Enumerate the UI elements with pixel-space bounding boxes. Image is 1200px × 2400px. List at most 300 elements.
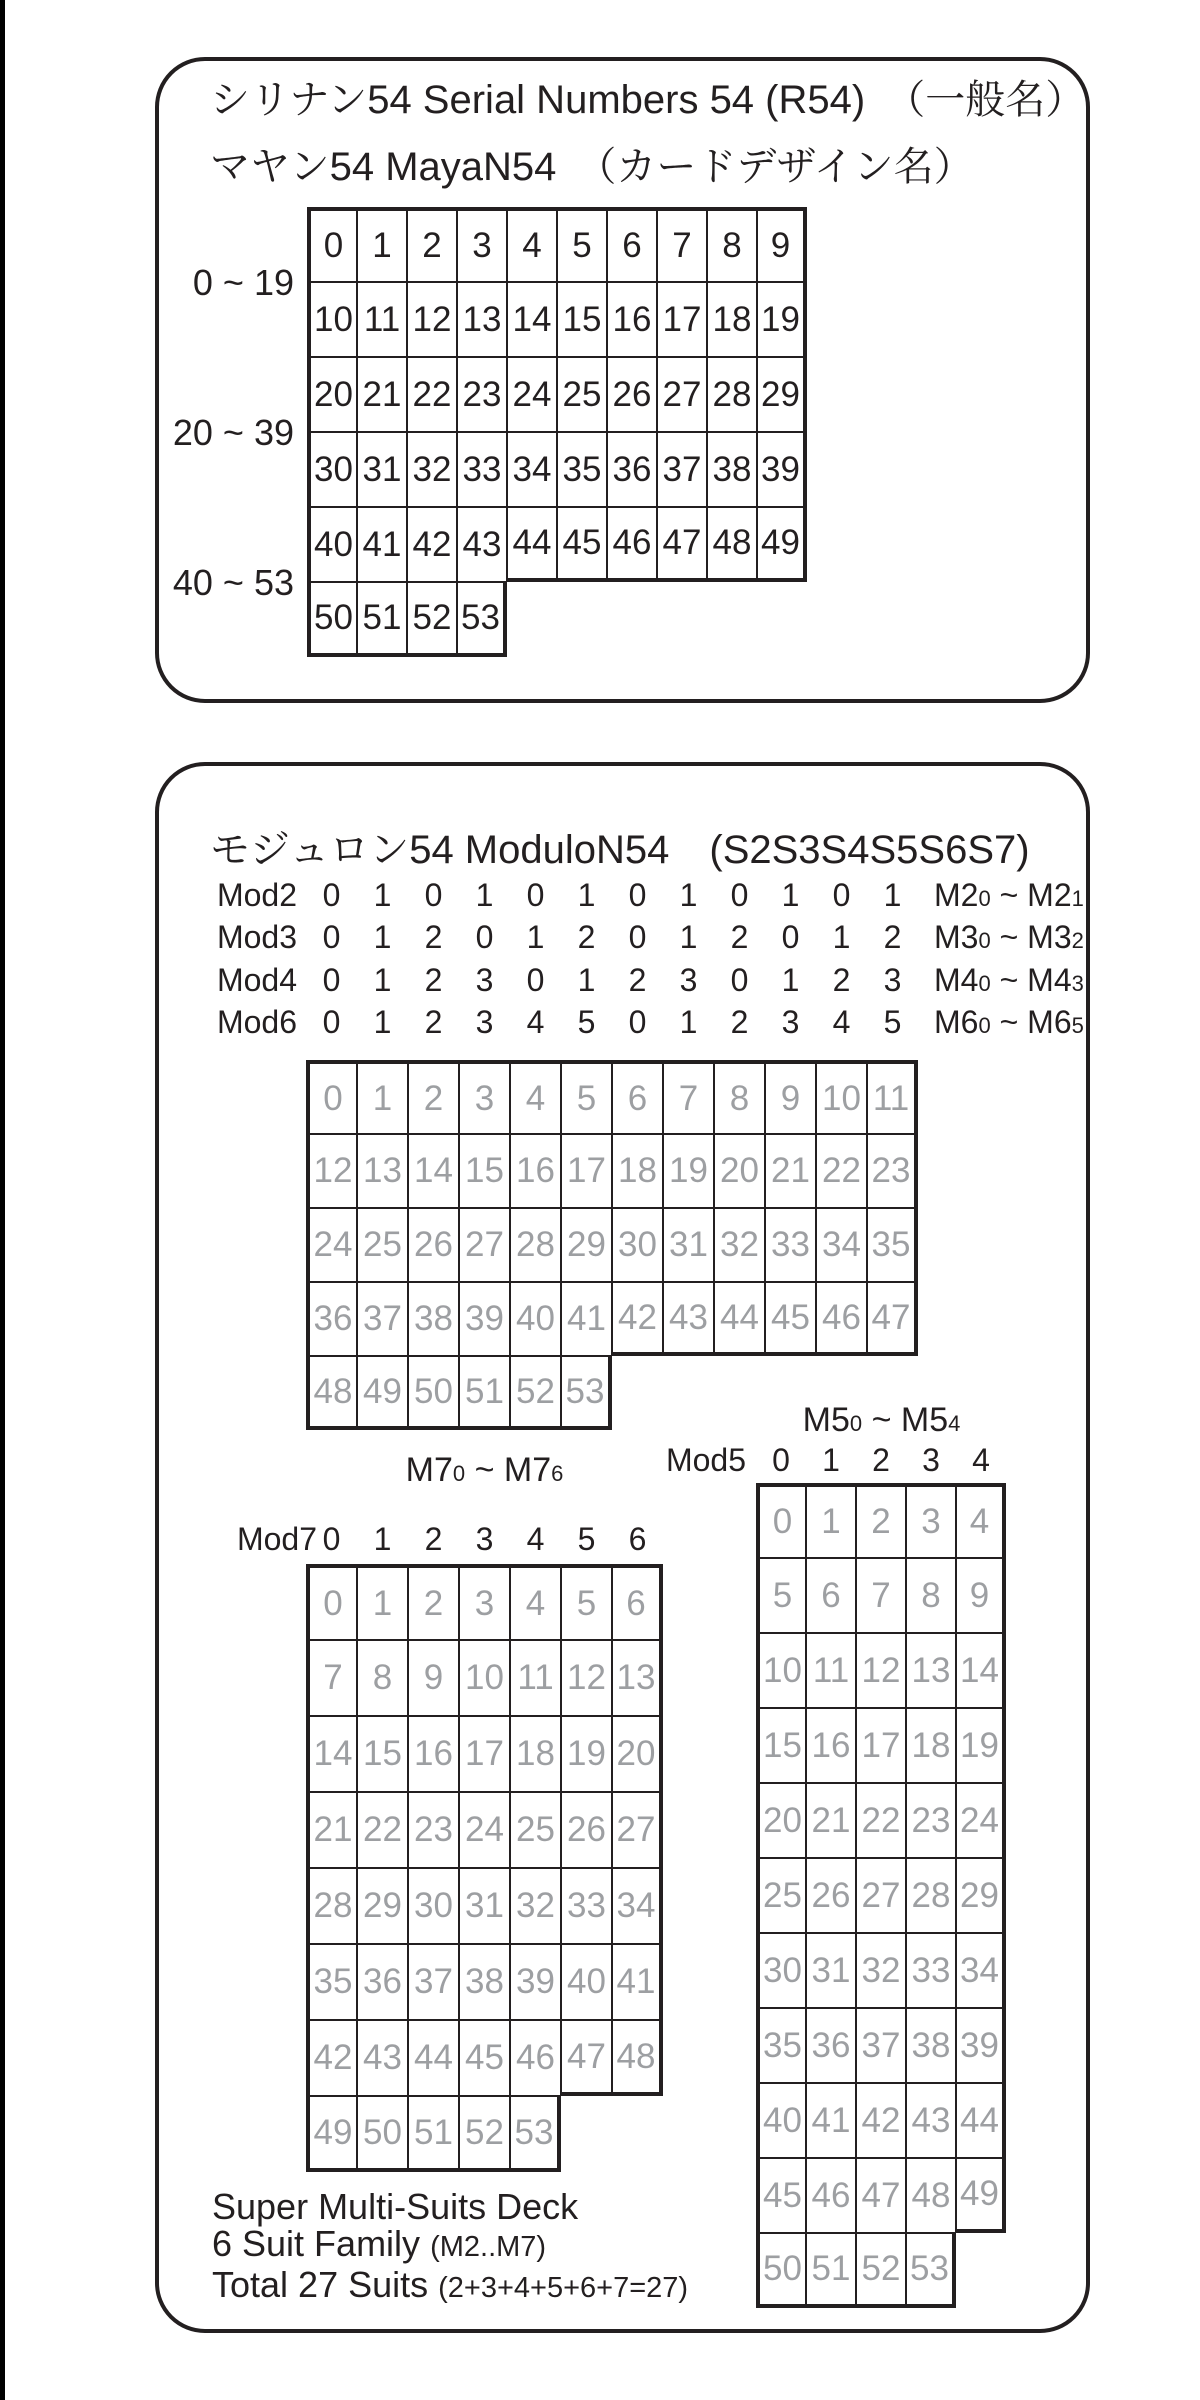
mod-value: 0 xyxy=(628,1004,647,1040)
table-cell: 4 xyxy=(956,1483,1006,1558)
table-cell: 30 xyxy=(756,1933,806,2008)
table-cell: 18 xyxy=(510,1716,561,1792)
table-row xyxy=(306,2020,663,2096)
table-cell: 38 xyxy=(906,2008,956,2083)
table-cell: 26 xyxy=(408,1208,459,1282)
table-cell: 44 xyxy=(714,1282,765,1356)
header-value: 0 xyxy=(772,1442,790,1478)
table-cell: 14 xyxy=(306,1716,357,1792)
table-cell: 48 xyxy=(306,1356,357,1430)
table-cell: 24 xyxy=(306,1208,357,1282)
table-row xyxy=(306,1208,918,1282)
table-cell: 33 xyxy=(906,1933,956,2008)
table-cell: 47 xyxy=(867,1282,918,1356)
footer-line3-main: Total 27 Suits xyxy=(212,2264,439,2305)
mod-value: 3 xyxy=(781,1004,800,1040)
table-cell: 15 xyxy=(357,1716,408,1792)
table-row xyxy=(756,1783,1006,1858)
range-part: ~ xyxy=(990,877,1028,913)
table-row xyxy=(756,2158,1006,2233)
table-cell: 38 xyxy=(408,1282,459,1356)
panel-modulo xyxy=(155,762,1090,2333)
table-cell: 31 xyxy=(357,432,407,507)
table-cell: 20 xyxy=(756,1783,806,1858)
table-cell: 11 xyxy=(357,282,407,357)
table-row xyxy=(306,1792,663,1868)
range-part: M4 xyxy=(934,962,979,998)
table-cell: 36 xyxy=(357,1944,408,2020)
header-value: 4 xyxy=(972,1442,990,1478)
mod-value: 1 xyxy=(373,919,392,955)
range-subscript: 5 xyxy=(1071,1013,1084,1038)
mod-value: 2 xyxy=(730,919,749,955)
table-cell: 37 xyxy=(657,432,707,507)
range-part: M3 xyxy=(1027,919,1072,955)
table-cell: 23 xyxy=(408,1792,459,1868)
table-row xyxy=(306,1134,918,1208)
mod-row xyxy=(159,1001,1086,1043)
table-cell: 28 xyxy=(306,1868,357,1944)
table-cell: 27 xyxy=(459,1208,510,1282)
table-row xyxy=(307,582,807,657)
table-cell: 39 xyxy=(459,1282,510,1356)
table-cell: 19 xyxy=(757,282,807,357)
table-cell: 53 xyxy=(906,2233,956,2308)
table-cell: 14 xyxy=(956,1633,1006,1708)
mod-value: 1 xyxy=(577,962,596,998)
table-cell: 3 xyxy=(459,1564,510,1640)
table-cell: 8 xyxy=(714,1060,765,1134)
table-cell: 29 xyxy=(757,357,807,432)
mod-row xyxy=(159,874,1086,916)
table-cell: 45 xyxy=(756,2158,806,2233)
range-subscript: 0 xyxy=(978,886,991,911)
table-cell: 13 xyxy=(357,1134,408,1208)
table-cell: 28 xyxy=(707,357,757,432)
table-cell: 18 xyxy=(612,1134,663,1208)
table-cell: 11 xyxy=(806,1633,856,1708)
table-cell: 40 xyxy=(307,507,357,582)
table-cell: 22 xyxy=(816,1134,867,1208)
range-part: ~ xyxy=(465,1451,504,1489)
mod-value: 3 xyxy=(679,962,698,998)
mod-value: 4 xyxy=(832,1004,851,1040)
table-row xyxy=(756,2233,1006,2308)
table-cell: 40 xyxy=(756,2083,806,2158)
table-row xyxy=(306,1282,918,1356)
table-cell: 33 xyxy=(561,1868,612,1944)
table-cell: 4 xyxy=(507,207,557,282)
table-cell: 22 xyxy=(357,1792,408,1868)
table-cell: 1 xyxy=(357,1564,408,1640)
range-subscript: 0 xyxy=(452,1461,466,1486)
table-row xyxy=(756,1483,1006,1558)
table-cell: 16 xyxy=(408,1716,459,1792)
table-cell: 51 xyxy=(806,2233,856,2308)
table-cell: 33 xyxy=(457,432,507,507)
table-cell: 41 xyxy=(612,1944,663,2020)
serial-range-label-40-53: 40 ~ 53 xyxy=(172,562,294,603)
mod-value: 2 xyxy=(577,919,596,955)
mod7-range-title xyxy=(306,1450,663,1490)
table-cell: 32 xyxy=(407,432,457,507)
mod-values xyxy=(306,916,918,958)
table-cell: 48 xyxy=(707,507,757,582)
table-cell: 36 xyxy=(607,432,657,507)
table-cell: 12 xyxy=(856,1633,906,1708)
mod-value: 1 xyxy=(373,877,392,913)
mod7-header-values xyxy=(306,1519,663,1559)
range-subscript: 2 xyxy=(1071,928,1084,953)
range-part: ~ xyxy=(990,919,1028,955)
mod5-range-title xyxy=(756,1400,1007,1440)
table-cell: 43 xyxy=(457,507,507,582)
mod-value: 3 xyxy=(883,962,902,998)
table-cell: 2 xyxy=(856,1483,906,1558)
table-cell: 41 xyxy=(561,1282,612,1356)
table-cell: 13 xyxy=(906,1633,956,1708)
table-cell: 1 xyxy=(806,1483,856,1558)
table-cell: 6 xyxy=(612,1060,663,1134)
table-cell: 47 xyxy=(856,2158,906,2233)
table-row xyxy=(307,357,807,432)
serial-range-label-20-39: 20 ~ 39 xyxy=(172,412,294,453)
table-cell: 11 xyxy=(867,1060,918,1134)
serial-title-line2: マヤン54 MayaN54 （カードデザイン名） xyxy=(210,145,974,189)
table-row xyxy=(307,282,807,357)
range-subscript: 0 xyxy=(978,1013,991,1038)
mod-value: 0 xyxy=(628,919,647,955)
mod5-header-values xyxy=(756,1440,1006,1480)
table-cell: 39 xyxy=(956,2008,1006,2083)
table-cell: 29 xyxy=(956,1858,1006,1933)
table-row xyxy=(756,2083,1006,2158)
table-cell: 24 xyxy=(507,357,557,432)
table-cell: 23 xyxy=(867,1134,918,1208)
mod-value: 2 xyxy=(424,962,443,998)
table-cell: 16 xyxy=(510,1134,561,1208)
table-cell: 29 xyxy=(561,1208,612,1282)
range-part: M5 xyxy=(802,1401,850,1439)
table-cell: 27 xyxy=(612,1792,663,1868)
range-part: ~ xyxy=(862,1401,901,1439)
table-cell: 17 xyxy=(657,282,707,357)
table-row xyxy=(307,507,807,582)
table-cell: 15 xyxy=(459,1134,510,1208)
table-cell: 34 xyxy=(816,1208,867,1282)
table-cell: 8 xyxy=(906,1558,956,1633)
table-row xyxy=(306,2096,663,2172)
table-cell: 52 xyxy=(856,2233,906,2308)
table-cell: 34 xyxy=(507,432,557,507)
table-row xyxy=(306,1640,663,1716)
table-cell: 38 xyxy=(707,432,757,507)
table-cell: 3 xyxy=(457,207,507,282)
table-row xyxy=(306,1564,663,1640)
mod-value: 1 xyxy=(781,877,800,913)
table-cell: 19 xyxy=(663,1134,714,1208)
footer-line2-small: (M2..M7) xyxy=(430,2231,547,2263)
table-cell: 20 xyxy=(714,1134,765,1208)
table-cell: 8 xyxy=(707,207,757,282)
table-cell: 33 xyxy=(765,1208,816,1282)
range-subscript: 1 xyxy=(1071,886,1084,911)
table-cell: 51 xyxy=(459,1356,510,1430)
table-cell: 35 xyxy=(756,2008,806,2083)
table-cell: 25 xyxy=(510,1792,561,1868)
mod-value: 1 xyxy=(475,877,494,913)
footer-line2-main: 6 Suit Family xyxy=(212,2223,431,2264)
table-cell: 5 xyxy=(557,207,607,282)
table-cell: 37 xyxy=(408,1944,459,2020)
mod-value: 1 xyxy=(679,877,698,913)
table-cell: 24 xyxy=(956,1783,1006,1858)
range-part: M6 xyxy=(1027,1004,1072,1040)
table-cell: 4 xyxy=(510,1060,561,1134)
mod-value: 3 xyxy=(475,962,494,998)
mod-value: 0 xyxy=(781,919,800,955)
table-cell: 25 xyxy=(557,357,607,432)
table-cell: 53 xyxy=(561,1356,612,1430)
table-cell: 13 xyxy=(612,1640,663,1716)
table-cell: 15 xyxy=(756,1708,806,1783)
table-cell: 42 xyxy=(612,1282,663,1356)
table-cell: 13 xyxy=(457,282,507,357)
mod-value: 1 xyxy=(373,1004,392,1040)
footer-line1: Super Multi-Suits Deck xyxy=(212,2186,579,2227)
header-value: 2 xyxy=(872,1442,890,1478)
table-cell: 2 xyxy=(407,207,457,282)
table-cell: 52 xyxy=(407,582,457,657)
table-cell: 47 xyxy=(561,2020,612,2096)
mod-value: 2 xyxy=(424,919,443,955)
table-cell: 52 xyxy=(510,1356,561,1430)
table-cell: 5 xyxy=(756,1558,806,1633)
serial-number-table xyxy=(307,207,807,657)
table-cell: 46 xyxy=(510,2020,561,2096)
table-cell: 17 xyxy=(856,1708,906,1783)
table-cell: 10 xyxy=(816,1060,867,1134)
table-cell: 35 xyxy=(557,432,607,507)
table-cell: 3 xyxy=(906,1483,956,1558)
mod-value: 2 xyxy=(883,919,902,955)
mod-range-label xyxy=(934,959,1084,1005)
left-edge-bar xyxy=(0,0,5,2400)
table-cell: 25 xyxy=(357,1208,408,1282)
table-cell: 37 xyxy=(357,1282,408,1356)
panel-serial-numbers xyxy=(155,57,1090,703)
table-row xyxy=(306,1716,663,1792)
table-cell: 6 xyxy=(612,1564,663,1640)
table-cell: 37 xyxy=(856,2008,906,2083)
table-cell: 14 xyxy=(408,1134,459,1208)
table-cell: 50 xyxy=(408,1356,459,1430)
table-cell: 16 xyxy=(607,282,657,357)
table-cell: 28 xyxy=(510,1208,561,1282)
table-cell: 22 xyxy=(856,1783,906,1858)
table-cell: 32 xyxy=(714,1208,765,1282)
range-part: M2 xyxy=(1027,877,1072,913)
table-cell: 19 xyxy=(956,1708,1006,1783)
table-cell: 35 xyxy=(306,1944,357,2020)
table-cell: 26 xyxy=(607,357,657,432)
footer-line3-small: (2+3+4+5+6+7=27) xyxy=(438,2272,689,2304)
table-cell: 0 xyxy=(306,1564,357,1640)
table-cell: 34 xyxy=(612,1868,663,1944)
table-cell: 39 xyxy=(510,1944,561,2020)
table-cell: 47 xyxy=(657,507,707,582)
mod-value: 1 xyxy=(781,962,800,998)
table-cell: 42 xyxy=(407,507,457,582)
table-cell: 7 xyxy=(856,1558,906,1633)
mod7-header-label: Mod7 xyxy=(236,1521,317,1557)
table-cell: 26 xyxy=(806,1858,856,1933)
table-cell: 21 xyxy=(806,1783,856,1858)
header-value: 2 xyxy=(424,1521,443,1557)
mod-label: Mod3 xyxy=(216,919,297,955)
table-cell: 38 xyxy=(459,1944,510,2020)
table-cell: 14 xyxy=(507,282,557,357)
mod-value: 1 xyxy=(679,1004,698,1040)
table-cell: 24 xyxy=(459,1792,510,1868)
table-cell: 46 xyxy=(607,507,657,582)
mod5-header-label: Mod5 xyxy=(665,1442,746,1478)
mod-value: 1 xyxy=(373,962,392,998)
table-row xyxy=(306,1060,918,1134)
mod-value: 0 xyxy=(424,877,443,913)
mod5-table xyxy=(756,1483,1006,2308)
table-cell: 31 xyxy=(459,1868,510,1944)
table-row xyxy=(756,1708,1006,1783)
table-cell: 40 xyxy=(561,1944,612,2020)
mod-range-label xyxy=(934,916,1084,962)
mod-value: 2 xyxy=(832,962,851,998)
range-subscript: 6 xyxy=(551,1461,564,1486)
mod-value: 1 xyxy=(883,877,902,913)
header-value: 5 xyxy=(577,1521,596,1557)
table-cell: 7 xyxy=(657,207,707,282)
table-cell: 9 xyxy=(765,1060,816,1134)
table-cell: 46 xyxy=(816,1282,867,1356)
table-cell: 43 xyxy=(663,1282,714,1356)
table-cell: 20 xyxy=(612,1716,663,1792)
header-value: 3 xyxy=(922,1442,940,1478)
table-cell: 22 xyxy=(407,357,457,432)
table-cell: 26 xyxy=(561,1792,612,1868)
mod-value: 2 xyxy=(424,1004,443,1040)
table-cell: 1 xyxy=(357,1060,408,1134)
table-cell: 48 xyxy=(612,2020,663,2096)
table-cell: 45 xyxy=(765,1282,816,1356)
mod-value: 4 xyxy=(526,1004,545,1040)
mod-value: 0 xyxy=(526,962,545,998)
table-cell: 27 xyxy=(657,357,707,432)
table-cell: 17 xyxy=(561,1134,612,1208)
range-subscript: 4 xyxy=(948,1411,961,1436)
table-cell: 23 xyxy=(906,1783,956,1858)
range-part: M4 xyxy=(1027,962,1072,998)
mod-values xyxy=(306,959,918,1001)
table-cell: 21 xyxy=(306,1792,357,1868)
table-row xyxy=(756,1633,1006,1708)
range-part: M7 xyxy=(503,1451,552,1489)
mod-value: 0 xyxy=(832,877,851,913)
mod-value: 0 xyxy=(475,919,494,955)
table-cell: 32 xyxy=(510,1868,561,1944)
table-row xyxy=(307,432,807,507)
table-cell: 45 xyxy=(459,2020,510,2096)
table-cell: 18 xyxy=(707,282,757,357)
table-cell: 1 xyxy=(357,207,407,282)
mod-value: 1 xyxy=(832,919,851,955)
table-cell: 51 xyxy=(408,2096,459,2172)
table-cell: 42 xyxy=(306,2020,357,2096)
header-value: 4 xyxy=(526,1521,545,1557)
mod-row xyxy=(159,916,1086,958)
range-subscript: 3 xyxy=(1071,971,1084,996)
mod-value: 0 xyxy=(730,877,749,913)
modulo-main-table xyxy=(306,1060,918,1430)
mod-label: Mod4 xyxy=(216,962,297,998)
mod-value: 5 xyxy=(577,1004,596,1040)
table-cell: 19 xyxy=(561,1716,612,1792)
header-value: 6 xyxy=(628,1521,647,1557)
table-cell: 53 xyxy=(510,2096,561,2172)
mod-range-label xyxy=(934,874,1084,920)
table-cell: 16 xyxy=(806,1708,856,1783)
table-cell: 5 xyxy=(561,1564,612,1640)
mod-value: 0 xyxy=(322,919,341,955)
table-cell: 50 xyxy=(756,2233,806,2308)
table-cell: 0 xyxy=(307,207,357,282)
table-cell: 42 xyxy=(856,2083,906,2158)
range-part: M7 xyxy=(405,1451,453,1489)
table-cell: 9 xyxy=(408,1640,459,1716)
table-cell: 7 xyxy=(663,1060,714,1134)
table-cell: 12 xyxy=(306,1134,357,1208)
table-cell: 3 xyxy=(459,1060,510,1134)
mod-label: Mod2 xyxy=(216,877,297,913)
table-row xyxy=(306,1944,663,2020)
mod-row xyxy=(159,959,1086,1001)
table-cell: 27 xyxy=(856,1858,906,1933)
footer-line3 xyxy=(212,2266,688,2307)
table-cell: 30 xyxy=(408,1868,459,1944)
table-cell: 21 xyxy=(357,357,407,432)
table-cell: 46 xyxy=(806,2158,856,2233)
table-cell: 8 xyxy=(357,1640,408,1716)
table-cell: 2 xyxy=(408,1564,459,1640)
table-cell: 18 xyxy=(906,1708,956,1783)
table-cell: 12 xyxy=(561,1640,612,1716)
table-cell: 51 xyxy=(357,582,407,657)
table-cell: 34 xyxy=(956,1933,1006,2008)
table-cell: 44 xyxy=(507,507,557,582)
table-cell: 52 xyxy=(459,2096,510,2172)
table-cell: 0 xyxy=(306,1060,357,1134)
serial-range-label-0-19: 0 ~ 19 xyxy=(192,262,294,303)
mod-value: 2 xyxy=(628,962,647,998)
range-part: M3 xyxy=(934,919,979,955)
mod7-table xyxy=(306,1564,663,2172)
table-cell: 12 xyxy=(407,282,457,357)
table-cell: 10 xyxy=(459,1640,510,1716)
serial-title-line1: シリナン54 Serial Numbers 54 (R54) （一般名） xyxy=(210,78,1086,122)
range-part: ~ xyxy=(990,962,1028,998)
mod-value: 0 xyxy=(322,1004,341,1040)
table-cell: 2 xyxy=(408,1060,459,1134)
table-cell: 31 xyxy=(806,1933,856,2008)
